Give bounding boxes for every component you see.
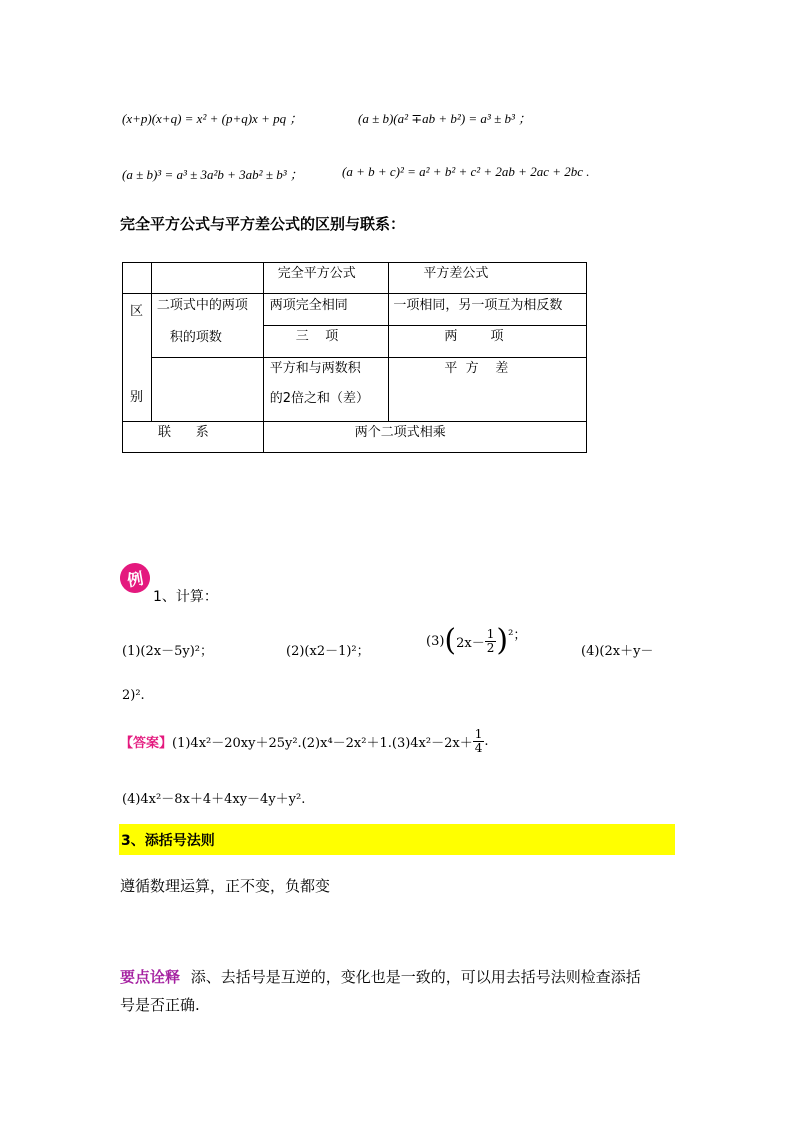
table-label-relation: 联 系 [123,422,264,453]
table-cell: 一项相同，另一项互为相反数 [389,294,587,326]
formula-sum-of-cubes: (a ± b)(a² ∓ab + b²) = a³ ± b³ ； [358,111,532,126]
table-side-label-difference: 区 别 [123,294,152,422]
table-cell: 平 方 差 [389,358,587,422]
formula-square-of-trinomial: (a + b + c)² = a² + b² + c² + 2ab + 2ac + 2bc . [342,164,590,179]
problem-4-continued: 2)². [122,688,145,703]
key-point-label: 要点诠释 [120,968,181,986]
table-header-perfect-square: 完全平方公式 [263,263,389,294]
table-cell: 平方和与两数积 的2倍之和（差） [263,358,389,422]
problem-3: (3) ( 2x－ $\frac{1}{2}$ ) ²； [426,623,527,658]
table-cell: 三 项 [263,326,389,358]
example-badge-icon: 例 [118,561,153,596]
table-row [123,422,587,453]
table-cell [123,263,152,294]
problem-1: (1)(2x－5y)²； [122,644,213,659]
answer-line-2: (4)4x²－8x＋4＋4xy－4y＋y². [122,792,306,807]
table-cell: 两 项 [389,326,587,358]
answer-tag: 【答案】 [120,736,173,751]
section-3-title: 3、添括号法则 [121,833,215,849]
section-heading: 完全平方公式与平方差公式的区别与联系： [120,215,406,233]
table-cell: 两项完全相同 [263,294,389,326]
table-row [123,263,587,294]
section-3-highlight [119,824,675,855]
formula-cube-of-binomial: (a ± b)³ = a³ ± 3a²b + 3ab² ± b³ ； [122,167,303,182]
key-point: 要点诠释 添、去括号是互逆的，变化也是一致的，可以用去括号法则检查添括 号是否正确. [120,968,641,1014]
table-cell: 两个二项式相乘 [263,422,586,453]
formula-product-sum: (x+p)(x+q) = x² + (p+q)x + pq ； [122,111,303,126]
answer-line-1: 【答案】 (1)4x²－20xy＋25y².(2)x⁴－2x²＋1.(3)4x²－2x＋ $\frac{1}{4}$ . [120,727,489,755]
problem-4: (4)(2x＋y－ [581,644,654,659]
section-3-rule: 遵循数理运算，正不变，负都变 [120,877,331,895]
table-label-terms-of-binomial: 二项式中的两项 积的项数 [151,294,263,358]
example-title: 1、计算： [153,589,218,605]
table-header-difference-of-squares: 平方差公式 [389,263,587,294]
problem-2: (2)(x2－1)²； [286,644,370,659]
table-row [123,358,587,422]
comparison-table [122,262,587,453]
table-row [123,294,587,326]
table-cell [151,358,263,422]
table-cell [151,263,263,294]
